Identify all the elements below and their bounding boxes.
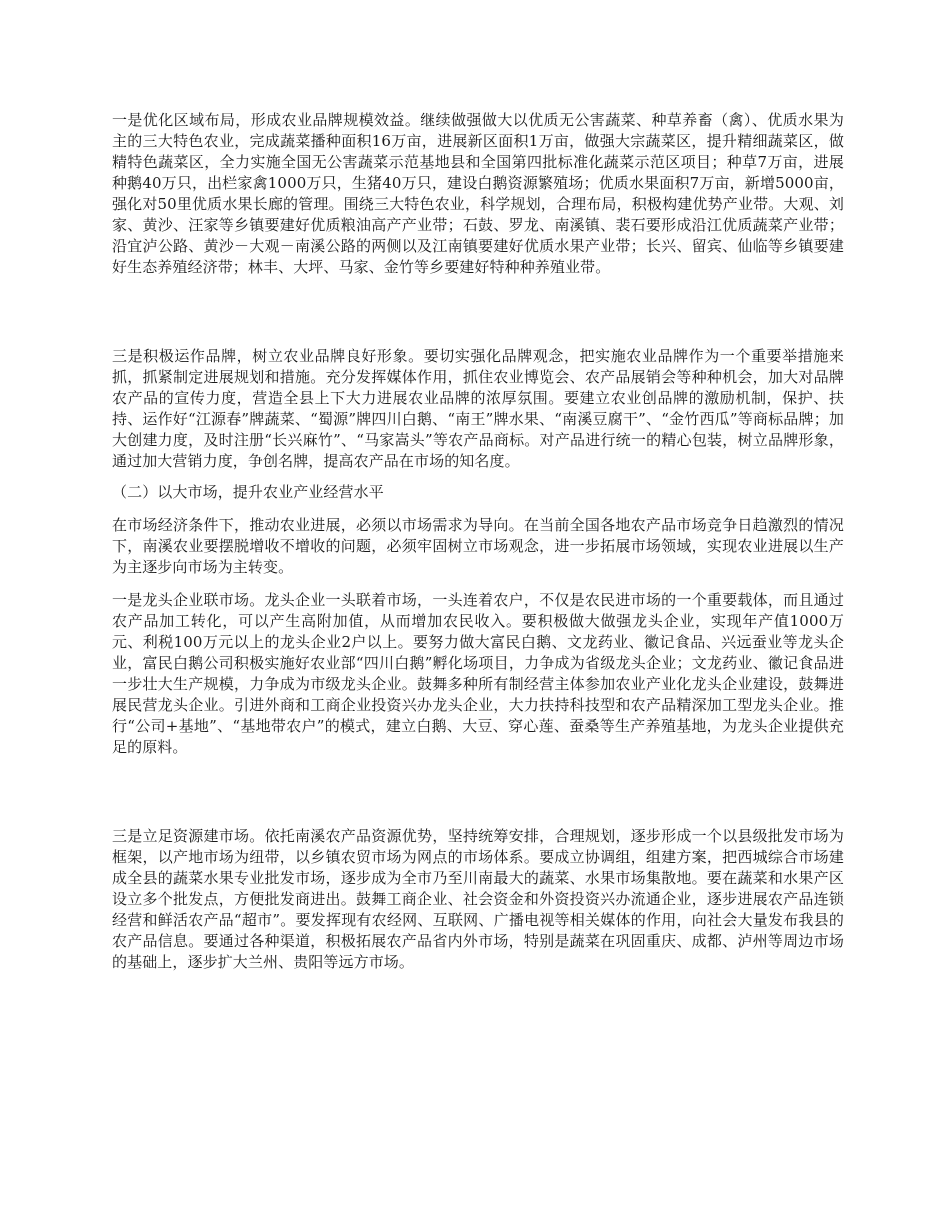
paragraph-gap	[112, 472, 844, 482]
paragraph-leading-enterprises: 一是龙头企业联市场。龙头企业一头联着市场，一头连着农户，不仅是农民进市场的一个重要载体，而且通过农产品加工转化，可以产生高附加值，从而增加农民收入。要积极做大做强龙头企业，实现年产值1000万元、利税100万元以上的龙头企业2户以上。要努力做大富民白鹅、文龙药业、徽记食品、兴远蚕业等龙头企业，富民白鹅公司积极实施好农业部“四川白鹅”孵化场项目，力争成为省级龙头企业；文龙药业、徽记食品进一步壮大生产规模，力争成为市级龙头企业。鼓舞多种所有制经营主体参加农业产业化龙头企业建设，鼓舞进展民营龙头企业。引进外商和工商企业投资兴办龙头企业，大力扶持科技型和农产品精深加工型龙头企业。推行“公司+基地”、“基地带农户”的模式，建立白鹅、大豆、穿心莲、蚕桑等生产养殖基地，为龙头企业提供充足的原料。	[112, 591, 844, 756]
paragraph-regional-layout: 一是优化区域布局，形成农业品牌规模效益。继续做强做大以优质无公害蔬菜、种草养畜（禽）、优质水果为主的三大特色农业，完成蔬菜播种面积16万亩，进展新区面积1万亩，做强大宗蔬菜区，提升精细蔬菜区，做精特色蔬菜区，全力实施全国无公害蔬菜示范基地县和全国第四批标准化蔬菜示范区项目；种草7万亩，进展种鹅40万只，出栏家禽1000万只，生猪40万只，建设白鹅资源繁殖场；优质水果面积7万亩，新增5000亩，强化对50里优质水果长廊的管理。围绕三大特色农业，科学规划，合理布局，积极构建优势产业带。大观、刘家、黄沙、汪家等乡镇要建好优质粮油高产产业带；石鼓、罗龙、南溪镇、裴石要形成沿江优质蔬菜产业带；沿宜泸公路、黄沙－大观－南溪公路的两侧以及江南镇要建好优质水果产业带；长兴、留宾、仙临等乡镇要建好生态养殖经济带；林丰、大坪、马家、金竹等乡要建好特种种养殖业带。	[112, 111, 844, 276]
paragraph-gap	[112, 578, 844, 590]
paragraph-market-intro: 在市场经济条件下，推动农业进展，必须以市场需求为导向。在当前全国各地农产品市场竞争日趋激烈的情况下，南溪农业要摆脱增收不增收的问题，必须牢固树立市场观念，进一步拓展市场领域，实现农业进展以生产为主逐步向市场为主转变。	[112, 516, 844, 576]
paragraph-brand-operation: 三是积极运作品牌，树立农业品牌良好形象。要切实强化品牌观念，把实施农业品牌作为一个重要举措施来抓，抓紧制定进展规划和措施。充分发挥媒体作用，抓住农业博览会、农产品展销会等种种机会，加大对品牌农产品的宣传力度，营造全县上下大力进展农业品牌的浓厚氛围。要建立农业创品牌的激励机制，保护、扶持、运作好“江源春”牌蔬菜、“蜀源”牌四川白鹅、“南王”牌水果、“南溪豆腐干”、“金竹西瓜”等商标品牌；加大创建力度，及时注册“长兴麻竹”、“马家嵩头”等农产品商标。对产品进行统一的精心包装，树立品牌形象，通过加大营销力度，争创名牌，提高农产品在市场的知名度。	[112, 347, 844, 470]
paragraph-gap	[112, 503, 844, 515]
paragraph-gap	[112, 758, 844, 826]
document-body	[112, 110, 844, 973]
section-heading: （二）以大市场，提升农业产业经营水平	[112, 483, 384, 501]
paragraph-resource-markets: 三是立足资源建市场。依托南溪农产品资源优势，坚持统筹安排，合理规划，逐步形成一个以县级批发市场为框架，以产地市场为纽带，以乡镇农贸市场为网点的市场体系。要成立协调组，组建方案，把西城综合市场建成全县的蔬菜水果专业批发市场，逐步成为全市乃至川南最大的蔬菜、水果市场集散地。要在蔬菜和水果产区设立多个批发点，方便批发商进出。鼓舞工商企业、社会资金和外资投资兴办流通企业，逐步进展农产品连锁经营和鲜活农产品“超市”。要发挥现有农经网、互联网、广播电视等相关媒体的作用，向社会大量发布我县的农产品信息。要通过各种渠道，积极拓展农产品省内外市场，特别是蔬菜在巩固重庆、成都、泸州等周边市场的基础上，逐步扩大兰州、贵阳等远方市场。	[112, 827, 844, 971]
paragraph-gap	[112, 278, 844, 346]
